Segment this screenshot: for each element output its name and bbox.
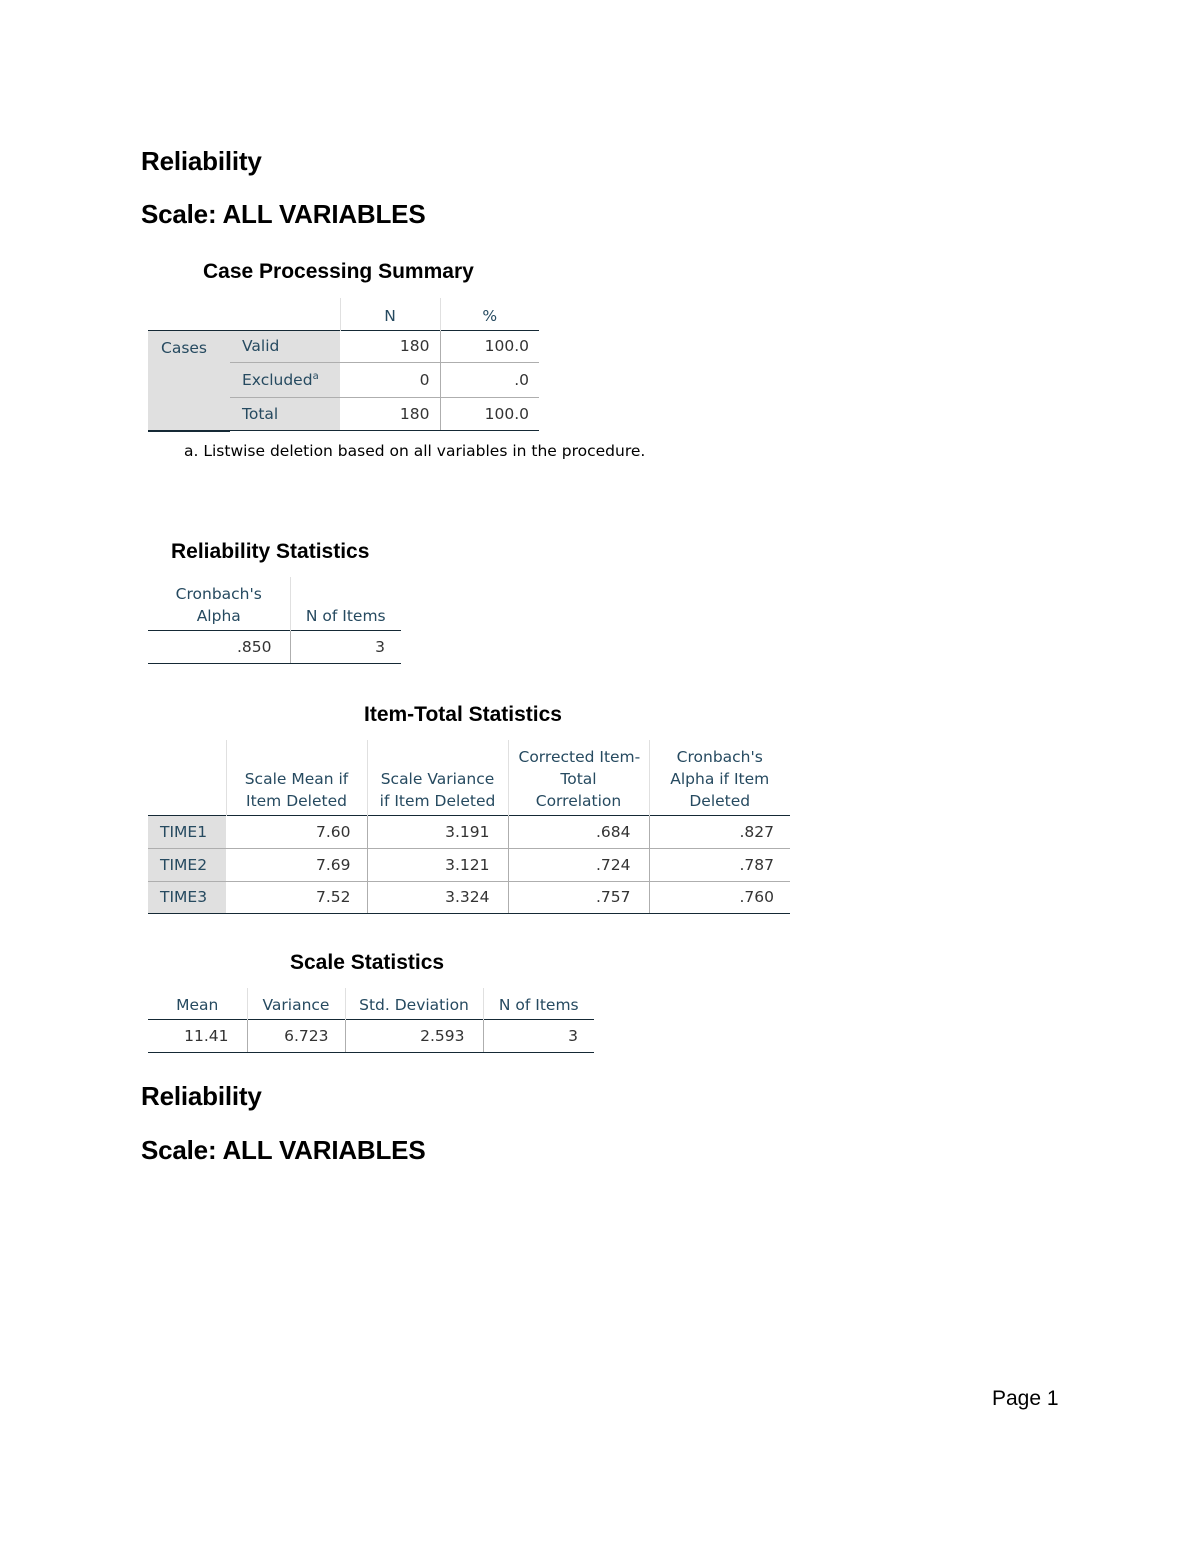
col-header-alpha-if-deleted: Cronbach's Alpha if Item Deleted: [649, 740, 790, 815]
col-header-corrected-correlation: Corrected Item- Total Correlation: [508, 740, 649, 815]
case-processing-title: Case Processing Summary: [203, 260, 474, 283]
row-label-valid: Valid: [230, 330, 340, 362]
section-heading: Reliability: [141, 146, 262, 176]
cell-valid-pct: 100.0: [440, 330, 539, 362]
cell-alpha-deleted: .827: [649, 815, 790, 848]
row-label-total: Total: [230, 397, 340, 430]
col-header-variance: Variance: [247, 988, 345, 1019]
page-number: Page 1: [992, 1387, 1059, 1410]
cell-excluded-n: 0: [340, 362, 440, 397]
col-header-n-items: N of Items: [290, 577, 401, 630]
col-header-pct: %: [440, 298, 539, 330]
col-header-scale-variance: Scale Variance if Item Deleted: [367, 740, 508, 815]
cell-correlation: .724: [508, 848, 649, 881]
cell-variance: 3.324: [367, 881, 508, 913]
scale-heading: Scale: ALL VARIABLES: [141, 1135, 426, 1165]
cell-correlation: .684: [508, 815, 649, 848]
case-processing-footnote: a. Listwise deletion based on all variables in the procedure.: [184, 442, 646, 460]
row-label-excluded: Excluded$^a$: [230, 362, 340, 397]
row-label-time3: TIME3: [148, 881, 226, 913]
col-header-alpha: Cronbach's Alpha: [175, 584, 262, 625]
cell-alpha: .850: [148, 630, 290, 663]
col-header-n: N: [340, 298, 440, 330]
cell-correlation: .757: [508, 881, 649, 913]
col-header-std-deviation: Std. Deviation: [345, 988, 483, 1019]
cell-variance: 3.121: [367, 848, 508, 881]
col-header-scale-mean: Scale Mean if Item Deleted: [226, 740, 367, 815]
cell-scale-sd: 2.593: [345, 1019, 483, 1052]
col-header-n-items: N of Items: [483, 988, 594, 1019]
cell-mean: 7.52: [226, 881, 367, 913]
row-label-time2: TIME2: [148, 848, 226, 881]
cell-total-n: 180: [340, 397, 440, 430]
scale-stats-table: [148, 988, 594, 1053]
section-heading: Reliability: [141, 1081, 262, 1111]
cell-scale-mean: 11.41: [148, 1019, 247, 1052]
reliability-stats-table: [148, 577, 401, 664]
scale-heading: Scale: ALL VARIABLES: [141, 199, 426, 229]
row-label-time1: TIME1: [148, 815, 226, 848]
cell-alpha-deleted: .787: [649, 848, 790, 881]
table-row: [148, 848, 790, 881]
reliability-stats-title: Reliability Statistics: [171, 540, 370, 563]
scale-stats-title: Scale Statistics: [290, 951, 445, 974]
cell-n-items: 3: [290, 630, 401, 663]
cell-scale-n-items: 3: [483, 1019, 594, 1052]
table-row: [148, 881, 790, 913]
cell-valid-n: 180: [340, 330, 440, 362]
item-total-title: Item-Total Statistics: [364, 703, 562, 726]
case-processing-table: [148, 298, 539, 431]
cell-mean: 7.69: [226, 848, 367, 881]
cell-total-pct: 100.0: [440, 397, 539, 430]
cell-scale-variance: 6.723: [247, 1019, 345, 1052]
row-group-cases: Cases: [148, 330, 230, 430]
footnote-marker: a: [312, 370, 319, 382]
table-row: [148, 815, 790, 848]
item-total-table: [148, 740, 790, 914]
cell-variance: 3.191: [367, 815, 508, 848]
cell-alpha-deleted: .760: [649, 881, 790, 913]
col-header-mean: Mean: [176, 995, 219, 1014]
cell-excluded-pct: .0: [440, 362, 539, 397]
cell-mean: 7.60: [226, 815, 367, 848]
